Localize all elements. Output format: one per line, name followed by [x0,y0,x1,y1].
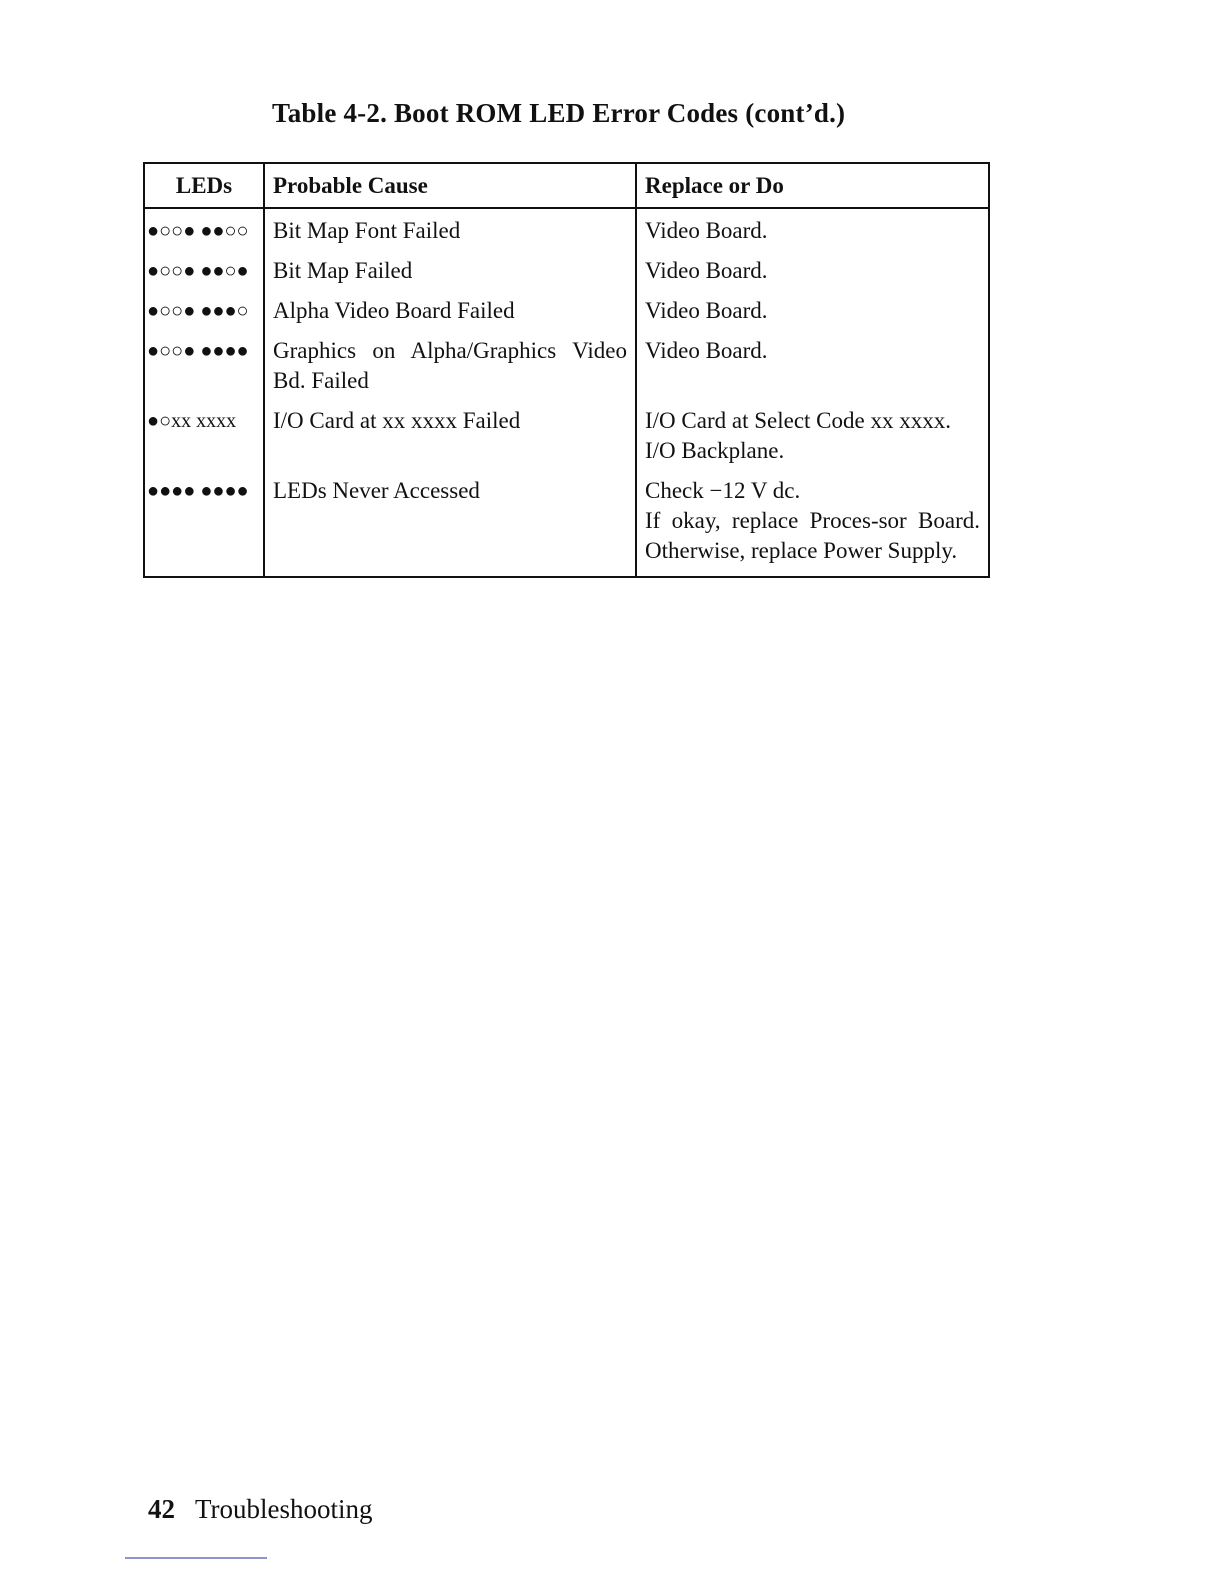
replace-or-do-cell [636,329,989,399]
action-text: Video Board. [645,258,768,283]
table-row [144,399,989,469]
action-text: I/O Backplane. [645,438,785,463]
action-text: Check −12 V dc. [645,478,801,503]
probable-cause-cell [264,329,636,399]
probable-cause-cell [264,249,636,289]
led-pattern: ●○○● ●●○● [144,249,264,289]
replace-or-do-cell [636,289,989,329]
led-pattern: ●○○● ●●○○ [144,208,264,249]
led-pattern: ●○xx xxxx [144,399,264,469]
action-text: Video Board. [645,218,768,243]
led-pattern: ●●●● ●●●● [144,469,264,577]
action-text: Video Board. [645,338,768,363]
probable-cause-text: Bit Map Failed [273,258,413,283]
probable-cause-text: I/O Card at xx xxxx Failed [273,408,521,433]
probable-cause-text: Graphics on Alpha/Graphics Video Bd. Failed [273,338,627,393]
table-row [144,469,989,577]
led-pattern: ●○○● ●●●○ [144,289,264,329]
column-header-probable-cause: Probable Cause [264,163,636,208]
probable-cause-cell [264,399,636,469]
section-name: Troubleshooting [195,1494,373,1524]
probable-cause-text: Alpha Video Board Failed [273,298,515,323]
table-row [144,289,989,329]
table-row [144,249,989,289]
table-row [144,329,989,399]
table-header-row [144,163,989,208]
page-title: Table 4-2. Boot ROM LED Error Codes (cont’d.) [272,98,846,128]
column-header-replace-or-do: Replace or Do [636,163,989,208]
page-footer [148,1494,373,1525]
replace-or-do-cell [636,469,989,577]
table-row [144,208,989,249]
replace-or-do-cell [636,399,989,469]
action-text: Video Board. [645,298,768,323]
probable-cause-text: LEDs Never Accessed [273,478,480,503]
led-error-codes-table [143,162,990,578]
replace-or-do-cell [636,208,989,249]
probable-cause-cell [264,289,636,329]
probable-cause-cell [264,208,636,249]
led-pattern: ●○○● ●●●● [144,329,264,399]
footer-rule [125,1557,267,1559]
replace-or-do-cell [636,249,989,289]
probable-cause-text: Bit Map Font Failed [273,218,461,243]
action-text: If okay, replace Proces-sor Board. Otherwise, replace Power Supply. [645,508,980,563]
action-text: I/O Card at Select Code xx xxxx. [645,408,951,433]
page-number: 42 [148,1494,175,1524]
probable-cause-cell [264,469,636,577]
column-header-leds: LEDs [144,163,264,208]
